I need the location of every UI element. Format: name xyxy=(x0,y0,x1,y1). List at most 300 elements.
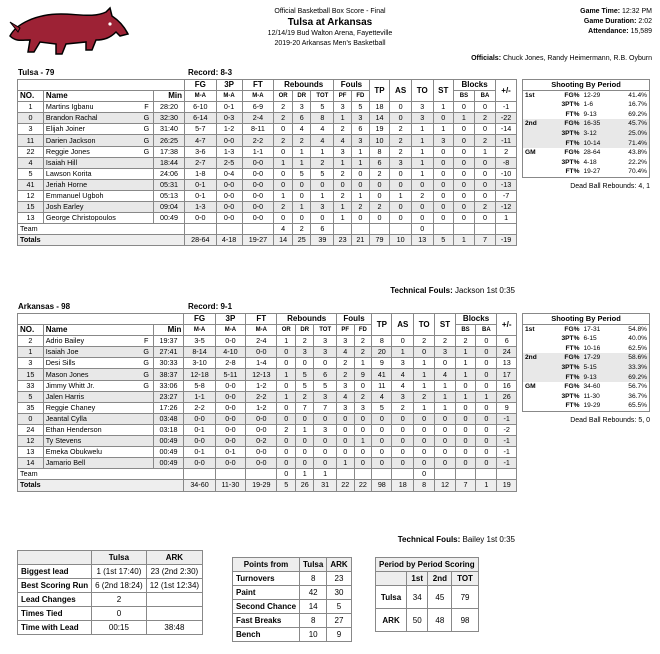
sbp-period: 1st xyxy=(525,91,535,99)
stat-cell: 0 xyxy=(433,157,454,168)
stat-cell: 1 xyxy=(455,347,476,358)
stat-cell: 1 xyxy=(334,157,352,168)
stat-cell: 4 xyxy=(311,124,334,135)
player-number: 1 xyxy=(18,102,44,113)
value-cell: 10 xyxy=(300,628,327,642)
stat-cell: 0 xyxy=(435,447,455,458)
stat-cell: 2 xyxy=(293,135,311,146)
row-label: Times Tied xyxy=(18,607,92,621)
column-header: TOT xyxy=(314,325,337,336)
stat-cell: 0 xyxy=(474,168,495,179)
stat-cell: 2 xyxy=(414,391,435,402)
stat-cell: 0-0 xyxy=(184,413,215,424)
stat-cell: 2 xyxy=(334,124,352,135)
stat-cell: 0 xyxy=(277,402,296,413)
player-position xyxy=(140,402,153,413)
stat-cell: 0 xyxy=(474,213,495,224)
row-label: Turnovers xyxy=(233,572,300,586)
player-position xyxy=(140,190,154,201)
player-row xyxy=(18,358,517,369)
sbp-pct: 41.4% xyxy=(628,91,647,99)
total-cell: 39 xyxy=(311,235,334,246)
stat-cell: 0 xyxy=(372,413,392,424)
stat-cell: 0-0 xyxy=(215,391,246,402)
team-label: Team xyxy=(18,469,184,480)
stat-cell: 3 xyxy=(336,402,354,413)
player-name: Darien Jackson xyxy=(43,135,140,146)
sbp-row xyxy=(523,110,650,120)
stat-cell: 2 xyxy=(277,424,296,435)
stat-cell: -12 xyxy=(496,202,517,213)
total-cell: 26 xyxy=(296,480,314,491)
stat-cell: 0 xyxy=(354,380,372,391)
table-row xyxy=(18,621,203,635)
stat-cell: 1 xyxy=(433,124,454,135)
stat-cell: 0-0 xyxy=(242,179,274,190)
player-minutes: 17:38 xyxy=(154,146,185,157)
stat-cell: 4 xyxy=(336,347,354,358)
stat-cell: 0-4 xyxy=(216,168,242,179)
stat-cell: 3 xyxy=(293,102,311,113)
stat-cell: 3 xyxy=(354,402,372,413)
sbp-period: 1st xyxy=(525,325,535,333)
player-position xyxy=(140,157,154,168)
stat-cell: 0 xyxy=(296,458,314,469)
stat-cell: 0-2 xyxy=(246,436,277,447)
sbp-made: 12-29 xyxy=(583,91,601,99)
player-position xyxy=(140,447,153,458)
stat-cell: 3 xyxy=(392,358,414,369)
player-name: Jeriah Horne xyxy=(43,179,140,190)
stat-cell: 0 xyxy=(435,436,455,447)
column-header: OR xyxy=(277,325,296,336)
stat-cell: 6 xyxy=(497,336,517,347)
player-name: Mason Jones xyxy=(43,369,140,380)
total-cell: 34-60 xyxy=(184,480,215,491)
total-cell: 23 xyxy=(334,235,352,246)
stat-cell: 1-1 xyxy=(242,146,274,157)
row-label: Bench xyxy=(233,628,300,642)
stat-cell: 8 xyxy=(369,146,390,157)
sbp-title: Shooting By Period xyxy=(523,314,650,325)
player-number: 15 xyxy=(18,369,44,380)
sbp-row xyxy=(523,392,650,402)
column-header: Tulsa xyxy=(300,558,327,572)
sbp-made: 5-15 xyxy=(583,363,597,371)
stat-cell: 0 xyxy=(296,447,314,458)
stat-cell: 0 xyxy=(336,436,354,447)
stat-cell: 2 xyxy=(274,113,293,124)
stat-cell: 0-0 xyxy=(242,190,274,201)
sbp-pct: 33.3% xyxy=(628,363,647,371)
sbp-made: 10-14 xyxy=(583,139,601,147)
stat-cell: 1 xyxy=(354,436,372,447)
sbp-made: 4-18 xyxy=(583,158,597,166)
sbp-title: Shooting By Period xyxy=(523,80,650,91)
stat-cell: -22 xyxy=(496,113,517,124)
player-minutes: 09:04 xyxy=(154,202,185,213)
player-row xyxy=(18,436,517,447)
sbp-pct: 69.2% xyxy=(628,110,647,118)
stat-cell xyxy=(392,469,414,480)
total-cell: 12 xyxy=(435,480,455,491)
column-header: BS xyxy=(455,325,476,336)
stat-cell: 1 xyxy=(411,124,433,135)
sbp-period: GM xyxy=(525,149,536,157)
stat-cell: 14 xyxy=(369,113,390,124)
total-cell: 19 xyxy=(497,480,517,491)
stat-cell: 3 xyxy=(311,202,334,213)
stat-cell: 4-7 xyxy=(185,135,217,146)
stat-cell: 3-6 xyxy=(185,146,217,157)
stat-cell: 0 xyxy=(392,413,414,424)
column-header: TP xyxy=(369,80,390,102)
tulsa-box-score xyxy=(17,79,517,246)
stat-cell: 0-0 xyxy=(242,168,274,179)
stat-cell: 1 xyxy=(296,424,314,435)
stat-cell: 0 xyxy=(372,458,392,469)
stat-cell: 0 xyxy=(476,424,497,435)
stat-cell: 4 xyxy=(293,124,311,135)
player-minutes: 00:49 xyxy=(153,436,184,447)
officials: Chuck Jones, Randy Heimermann, R.B. Oyburn xyxy=(502,55,652,62)
total-cell: 7 xyxy=(455,480,476,491)
stat-cell: 0 xyxy=(392,458,414,469)
table-row xyxy=(233,600,352,614)
stat-cell: 1 xyxy=(274,157,293,168)
stat-cell xyxy=(474,224,495,235)
sbp-header xyxy=(523,80,650,91)
stat-cell: 1 xyxy=(274,190,293,201)
column-header: Fouls xyxy=(336,314,371,325)
player-row xyxy=(18,179,517,190)
stat-cell: 0 xyxy=(336,424,354,435)
arkansas-record: Record: 9-1 xyxy=(188,302,233,311)
column-header: M-A xyxy=(184,325,215,336)
stat-cell: 0-0 xyxy=(215,380,246,391)
player-minutes: 17:26 xyxy=(153,402,184,413)
stat-cell: 6-14 xyxy=(185,113,217,124)
stat-cell: 0 xyxy=(274,124,293,135)
stat-cell xyxy=(496,224,517,235)
stat-cell: 0-0 xyxy=(215,336,246,347)
player-row xyxy=(18,124,517,135)
stat-cell: 0 xyxy=(369,179,390,190)
sbp-pct: 16.7% xyxy=(628,101,647,109)
table-row xyxy=(233,614,352,628)
stat-cell: 0 xyxy=(433,202,454,213)
stat-cell: 2 xyxy=(474,113,495,124)
sbp-period xyxy=(523,363,548,373)
column-header: +/- xyxy=(497,314,517,336)
stat-cell: 1 xyxy=(351,157,369,168)
stat-cell: 5 xyxy=(372,402,392,413)
column-header: BA xyxy=(474,91,495,102)
column-header: TOT xyxy=(311,91,334,102)
stat-cell: 0 xyxy=(277,358,296,369)
stat-cell: 11 xyxy=(372,380,392,391)
stat-cell: 0 xyxy=(274,168,293,179)
player-number: 1 xyxy=(18,347,44,358)
stat-cell: 0 xyxy=(296,413,314,424)
player-minutes: 05:13 xyxy=(154,190,185,201)
stat-cell: 10 xyxy=(369,135,390,146)
player-row xyxy=(18,380,517,391)
header-row xyxy=(18,80,517,91)
stat-cell: 0 xyxy=(476,380,497,391)
sbp-pct: 58.6% xyxy=(628,354,647,362)
stat-cell: 0 xyxy=(411,179,433,190)
player-number: 2 xyxy=(18,336,44,347)
player-position xyxy=(140,413,153,424)
stat-cell: 0 xyxy=(414,458,435,469)
stat-cell: 0-1 xyxy=(185,179,217,190)
stat-cell: 1 xyxy=(411,157,433,168)
stat-cell: 0 xyxy=(277,447,296,458)
total-cell: 22 xyxy=(336,480,354,491)
player-row xyxy=(18,202,517,213)
player-number: 22 xyxy=(18,146,44,157)
stat-cell: 0 xyxy=(414,447,435,458)
sbp-pct: 36.7% xyxy=(628,392,647,400)
stat-cell: 0 xyxy=(390,202,412,213)
stat-cell: 1 xyxy=(433,102,454,113)
stat-cell: 8 xyxy=(372,336,392,347)
stat-cell xyxy=(246,469,277,480)
player-row xyxy=(18,458,517,469)
stat-cell: 6 xyxy=(293,113,311,124)
stat-cell: 0 xyxy=(296,358,314,369)
stat-cell: 0 xyxy=(369,213,390,224)
sbp-made: 9-13 xyxy=(583,110,597,118)
stat-cell: 0-0 xyxy=(185,213,217,224)
stat-cell xyxy=(185,224,217,235)
value-cell: 14 xyxy=(300,600,327,614)
column-header: AS xyxy=(392,314,414,336)
player-number: 3 xyxy=(18,358,44,369)
tulsa-record: Record: 8-3 xyxy=(188,68,233,77)
total-cell: 31 xyxy=(314,480,337,491)
duration-label: Game Duration: xyxy=(583,18,637,25)
title-row xyxy=(376,558,479,572)
value-cell: 8 xyxy=(300,572,327,586)
stat-cell: 0 xyxy=(336,447,354,458)
stat-cell: 0 xyxy=(476,358,497,369)
player-row xyxy=(18,135,517,146)
stat-cell: 1 xyxy=(455,369,476,380)
sbp-made: 9-13 xyxy=(583,373,597,381)
player-number: 0 xyxy=(18,413,44,424)
total-cell: 98 xyxy=(372,480,392,491)
stat-cell: 0 xyxy=(455,380,476,391)
stat-cell: 5 xyxy=(293,168,311,179)
column-header xyxy=(18,551,92,565)
sbp-row xyxy=(523,373,650,383)
sbp-stat: FG% xyxy=(564,325,580,333)
player-minutes: 00:49 xyxy=(154,213,185,224)
player-row xyxy=(18,168,517,179)
stat-cell: 2 xyxy=(414,336,435,347)
stat-cell: 0 xyxy=(454,124,475,135)
player-row xyxy=(18,146,517,157)
stat-cell: 6-9 xyxy=(242,102,274,113)
sbp-period xyxy=(523,167,548,177)
stat-cell: 0 xyxy=(474,124,495,135)
stat-cell: 2-2 xyxy=(242,135,274,146)
stat-cell xyxy=(497,469,517,480)
stat-cell: 0 xyxy=(351,213,369,224)
sbp-period xyxy=(523,110,548,120)
stat-cell xyxy=(242,224,274,235)
stat-cell: 1-3 xyxy=(216,146,242,157)
player-number: 33 xyxy=(18,380,44,391)
value-cell: 8 xyxy=(300,614,327,628)
sbp-stat: 3PT% xyxy=(561,335,580,343)
stat-cell: 0 xyxy=(435,458,455,469)
stat-cell: 0 xyxy=(454,146,475,157)
stat-cell xyxy=(354,469,372,480)
sbp-pct: 40.0% xyxy=(628,335,647,343)
value-cell: 0 xyxy=(92,607,147,621)
stat-cell: -1 xyxy=(497,447,517,458)
stat-cell: 0 xyxy=(351,179,369,190)
value-cell: 23 xyxy=(327,572,351,586)
player-minutes: 27:41 xyxy=(153,347,184,358)
stat-cell: 3 xyxy=(336,336,354,347)
total-cell: 18 xyxy=(392,480,414,491)
stat-cell: 0 xyxy=(433,190,454,201)
row-label: Time with Lead xyxy=(18,621,92,635)
sbp-stat: FT% xyxy=(565,373,580,381)
stat-cell: 4-10 xyxy=(215,347,246,358)
player-number: 0 xyxy=(18,113,44,124)
totals-label: Totals xyxy=(18,480,184,491)
column-header: BS xyxy=(454,91,475,102)
stat-cell: 4 xyxy=(435,369,455,380)
stat-cell: 0-0 xyxy=(242,213,274,224)
player-position xyxy=(140,179,154,190)
stat-cell: 0 xyxy=(277,413,296,424)
total-cell: 1 xyxy=(454,235,475,246)
stat-cell: 5 xyxy=(311,102,334,113)
stat-cell: 6 xyxy=(351,124,369,135)
sbp-period: 2nd xyxy=(525,120,537,128)
stat-cell: 1 xyxy=(277,336,296,347)
column-header: 3P xyxy=(215,314,246,325)
sbp-stat: FT% xyxy=(565,402,580,410)
stat-cell: 2 xyxy=(354,347,372,358)
stat-cell: 1-2 xyxy=(246,380,277,391)
stat-cell: 4 xyxy=(372,391,392,402)
column-header: Blocks xyxy=(454,80,496,91)
stat-cell: 0 xyxy=(454,179,475,190)
value-cell: 6 (2nd 18:24) xyxy=(92,579,147,593)
stat-cell: 5-7 xyxy=(185,124,217,135)
stat-cell: 0 xyxy=(474,157,495,168)
stat-cell: 1 xyxy=(277,369,296,380)
stat-cell: 0 xyxy=(454,135,475,146)
stat-cell: 1-3 xyxy=(185,202,217,213)
player-row xyxy=(18,424,517,435)
stat-cell: 12-18 xyxy=(184,369,215,380)
stat-cell: 0 xyxy=(354,447,372,458)
stat-cell: 0 xyxy=(454,102,475,113)
player-row xyxy=(18,413,517,424)
column-header: PF xyxy=(334,91,352,102)
sbp-pct: 45.7% xyxy=(628,120,647,128)
column-header: Points from xyxy=(233,558,300,572)
value-cell: 5 xyxy=(327,600,351,614)
game-time-label: Game Time: xyxy=(580,8,621,15)
player-name: Reggie Jones xyxy=(43,146,140,157)
header-row xyxy=(18,314,517,325)
player-position xyxy=(140,213,154,224)
sbp-stat: 3PT% xyxy=(561,363,580,371)
stat-cell: 0 xyxy=(476,458,497,469)
sbp-made: 1-6 xyxy=(583,101,593,109)
column-header: FG xyxy=(184,314,215,325)
stat-cell: 0 xyxy=(354,458,372,469)
stat-cell: 1 xyxy=(414,358,435,369)
sbp-row xyxy=(523,119,650,129)
column-header: Blocks xyxy=(455,314,497,325)
stat-cell: 0 xyxy=(296,436,314,447)
row-label: Best Scoring Run xyxy=(18,579,92,593)
stat-cell: 1 xyxy=(314,469,337,480)
stat-cell: 3 xyxy=(334,102,352,113)
total-cell: -19 xyxy=(496,235,517,246)
player-number: 12 xyxy=(18,190,44,201)
sbp-row xyxy=(523,167,650,177)
column-header: 1st xyxy=(407,572,428,586)
razorback-logo xyxy=(6,6,130,56)
stat-cell: 0 xyxy=(390,213,412,224)
stat-cell: 2-2 xyxy=(246,391,277,402)
season-line: 2019-20 Arkansas Men's Basketball xyxy=(274,40,386,47)
stat-cell: 2 xyxy=(334,168,352,179)
player-position xyxy=(140,202,154,213)
column-header xyxy=(376,572,407,586)
player-number: 13 xyxy=(18,447,44,458)
player-minutes: 30:33 xyxy=(153,358,184,369)
stat-cell: 0-0 xyxy=(215,424,246,435)
tulsa-title: Tulsa - 79 xyxy=(18,68,55,77)
stat-cell: 0 xyxy=(293,179,311,190)
stat-cell: 0 xyxy=(336,413,354,424)
stat-cell: 4 xyxy=(336,391,354,402)
stat-cell: 0 xyxy=(476,402,497,413)
table-row xyxy=(376,609,479,632)
stat-cell: 0 xyxy=(390,113,412,124)
stat-cell: 0 xyxy=(474,102,495,113)
player-position: G xyxy=(140,358,153,369)
stat-cell: 0 xyxy=(277,436,296,447)
stat-cell: 0 xyxy=(433,168,454,179)
player-minutes: 05:31 xyxy=(154,179,185,190)
stat-cell: 2 xyxy=(369,202,390,213)
stat-cell: 18 xyxy=(369,102,390,113)
sbp-pct: 25.0% xyxy=(628,129,647,137)
sbp-stat: FT% xyxy=(565,110,580,118)
column-header: TP xyxy=(372,314,392,336)
period-scoring-table xyxy=(375,557,479,632)
player-name: Jeantal Cylla xyxy=(43,413,140,424)
value-cell: 42 xyxy=(300,586,327,600)
stat-cell: -11 xyxy=(496,135,517,146)
stat-cell: 0 xyxy=(455,413,476,424)
player-position xyxy=(140,436,153,447)
stat-cell: 8-11 xyxy=(242,124,274,135)
